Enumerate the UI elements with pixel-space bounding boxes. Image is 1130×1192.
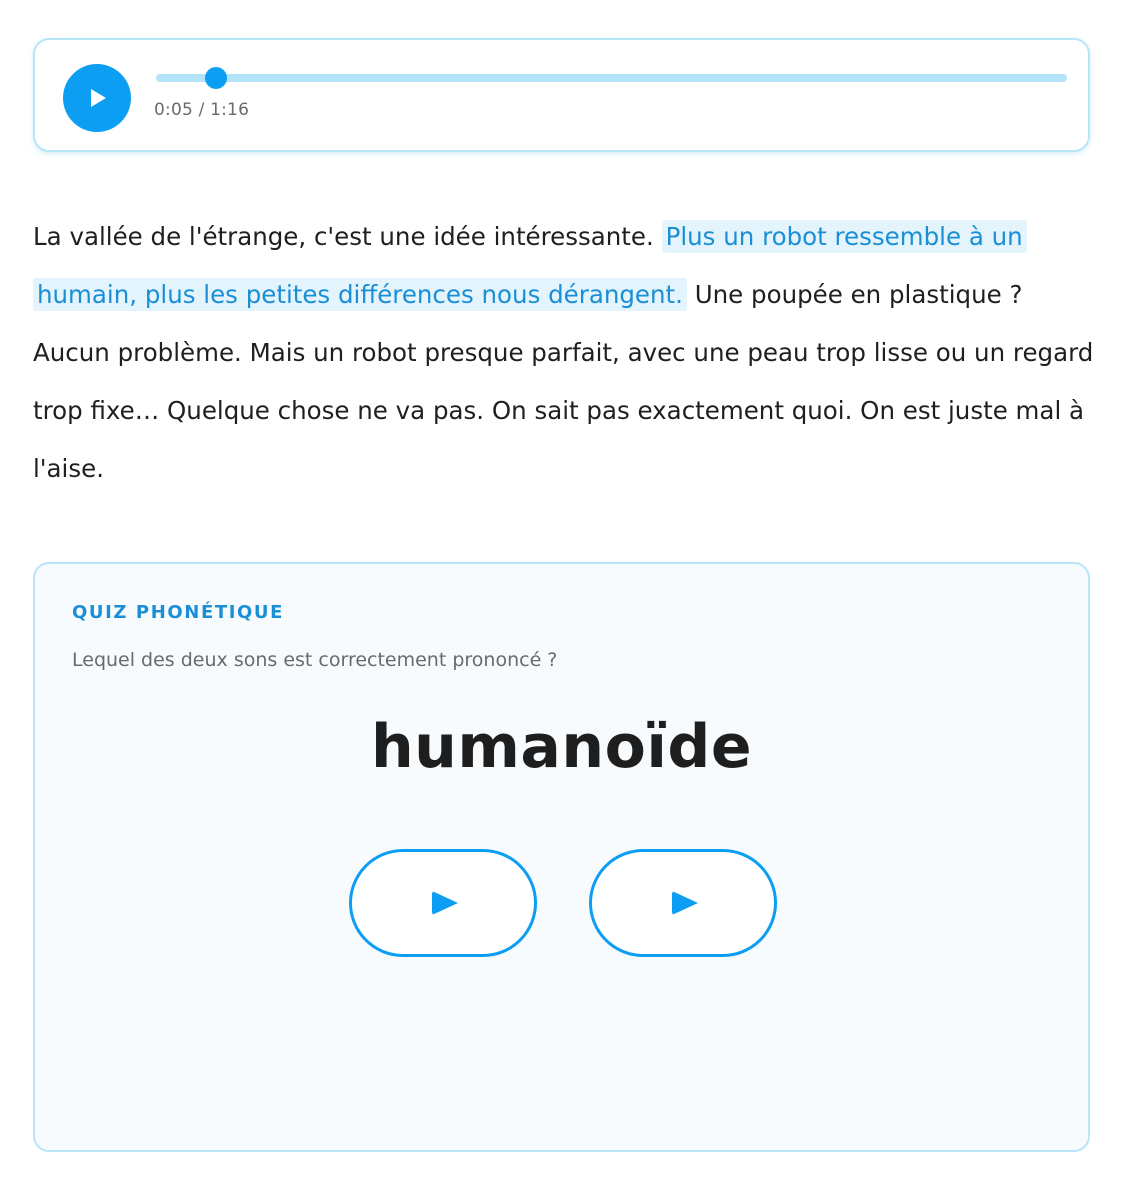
phonetic-quiz-card	[33, 562, 1090, 1152]
seek-bar[interactable]	[156, 74, 1067, 82]
passage-text	[33, 208, 1097, 498]
play-icon	[91, 89, 106, 107]
highlighted-sentence[interactable]: Plus un robot ressemble à un humain, plus les petites différences nous dérangent.	[33, 220, 1027, 311]
audio-player	[33, 38, 1090, 152]
play-icon	[672, 891, 698, 915]
passage-text-before: La vallée de l'étrange, c'est une idée intéressante.	[33, 222, 662, 251]
pronunciation-option-a-button[interactable]	[349, 849, 537, 957]
passage-text-after: Une poupée en plastique ? Aucun problème. Mais un robot presque parfait, avec une peau trop lisse ou un regard trop fixe… Quelque chose ne va pas. On sait pas exactement quoi. On est juste mal à l'aise.	[33, 280, 1094, 483]
seek-bar-handle[interactable]	[205, 67, 227, 89]
time-display: 0:05 / 1:16	[154, 100, 250, 120]
play-button[interactable]	[63, 64, 131, 132]
pronunciation-option-b-button[interactable]	[589, 849, 777, 957]
quiz-word: humanoïde	[370, 712, 753, 782]
quiz-label: QUIZ PHONÉTIQUE	[72, 602, 285, 623]
quiz-question: Lequel des deux sons est correctement prononcé ?	[72, 649, 558, 671]
play-icon	[432, 891, 458, 915]
